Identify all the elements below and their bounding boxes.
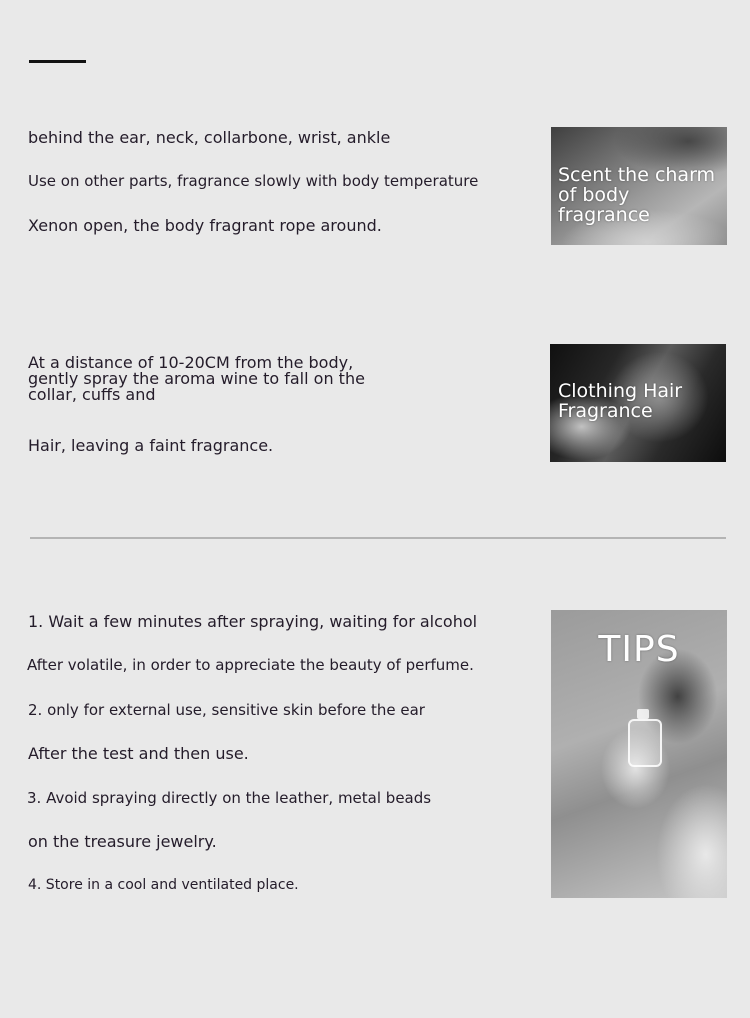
perfume-bottle-cap-icon: [637, 709, 649, 719]
clothing-hair-caption-line-2: Fragrance: [558, 400, 653, 423]
top-accent-rule: [29, 60, 86, 63]
body-fragrance-image: [551, 127, 727, 245]
body-text-line-1: behind the ear, neck, collarbone, wrist, ankle: [28, 128, 391, 147]
tips-image: [551, 610, 727, 898]
body-text-line-3: Xenon open, the body fragrant rope around.: [28, 216, 382, 235]
clothing-hair-caption-line-1: Clothing Hair: [558, 380, 683, 402]
body-fragrance-caption-line-1: Scent the charm: [558, 164, 716, 186]
tips-line-4: After the test and then use.: [28, 744, 249, 763]
clothing-hair-image: [550, 344, 726, 462]
clothing-hair-caption: [558, 381, 682, 421]
tips-caption: TIPS: [598, 629, 680, 670]
body-fragrance-caption-line-2: of body fragrance: [558, 184, 650, 227]
clothing-paragraph: At a distance of 10-20CM from the body, gently spray the aroma wine to fall on the collar, cuffs and: [28, 353, 365, 404]
tips-line-2: After volatile, in order to appreciate the beauty of perfume.: [27, 656, 474, 674]
tips-line-6: on the treasure jewelry.: [28, 832, 217, 851]
tips-line-5: 3. Avoid spraying directly on the leather, metal beads: [27, 789, 432, 807]
tips-line-1: 1. Wait a few minutes after spraying, waiting for alcohol: [28, 612, 478, 631]
body-fragrance-caption: [558, 165, 727, 225]
tips-line-7: 4. Store in a cool and ventilated place.: [28, 877, 299, 893]
tips-line-3: 2. only for external use, sensitive skin before the ear: [28, 701, 425, 719]
clothing-text-line-2: Hair, leaving a faint fragrance.: [28, 436, 274, 455]
perfume-bottle-icon: [628, 719, 662, 767]
section-divider: [30, 537, 726, 539]
body-text-line-2: Use on other parts, fragrance slowly with body temperature: [28, 172, 479, 190]
